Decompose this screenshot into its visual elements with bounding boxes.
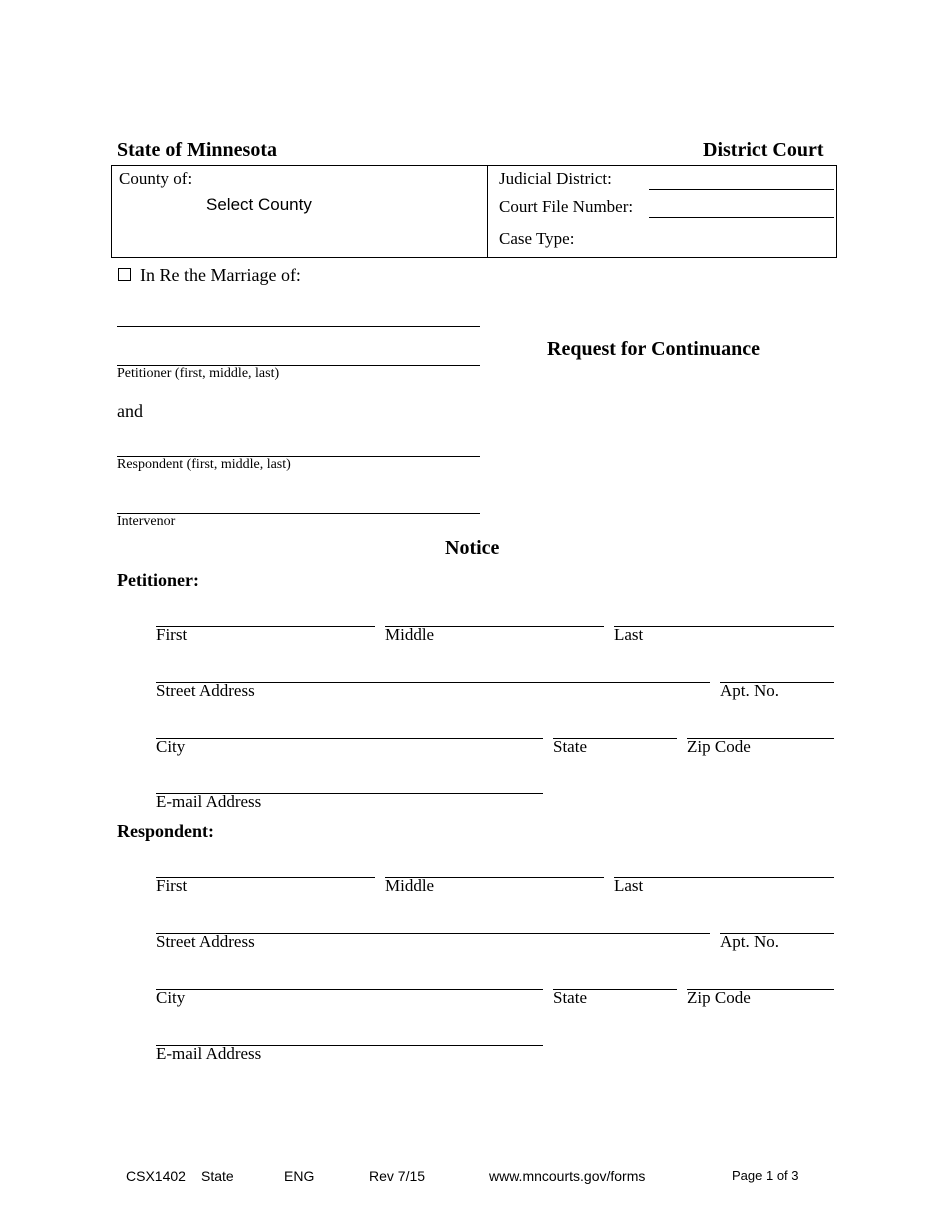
petitioner-last-label: Last: [614, 625, 644, 644]
petitioner-state-label: State: [553, 737, 587, 756]
petitioner-name-line-1[interactable]: [117, 326, 480, 327]
footer-page-number: Page 1 of 3: [732, 1168, 799, 1183]
petitioner-street-label: Street Address: [156, 681, 255, 700]
court-title: District Court: [703, 139, 824, 161]
header-divider: [487, 166, 488, 257]
document-title: Request for Continuance: [547, 338, 760, 360]
respondent-first-label: First: [156, 876, 188, 895]
respondent-state-field[interactable]: [553, 989, 677, 1011]
respondent-street-label: Street Address: [156, 932, 255, 951]
petitioner-apt-label: Apt. No.: [720, 681, 780, 700]
footer-url[interactable]: www.mncourts.gov/forms: [489, 1168, 646, 1184]
state-title: State of Minnesota: [117, 139, 277, 161]
respondent-email-field[interactable]: [156, 1045, 543, 1067]
marriage-checkbox[interactable]: [118, 268, 131, 281]
respondent-caption: Respondent (first, middle, last): [117, 457, 291, 472]
respondent-state-label: State: [553, 988, 587, 1007]
petitioner-last-field[interactable]: [614, 626, 834, 648]
respondent-heading: Respondent:: [117, 821, 215, 841]
petitioner-zip-field[interactable]: [687, 738, 834, 760]
respondent-zip-label: Zip Code: [687, 988, 751, 1007]
petitioner-city-field[interactable]: [156, 738, 543, 760]
county-label: County of:: [119, 169, 193, 188]
footer-language: ENG: [284, 1168, 315, 1184]
petitioner-heading: Petitioner:: [117, 570, 199, 590]
judicial-district-label: Judicial District:: [499, 169, 612, 188]
county-select[interactable]: Select County: [206, 195, 312, 214]
court-file-number-field[interactable]: [649, 217, 834, 218]
petitioner-zip-label: Zip Code: [687, 737, 751, 756]
petitioner-email-label: E-mail Address: [156, 792, 262, 811]
respondent-email-label: E-mail Address: [156, 1044, 262, 1063]
petitioner-first-label: First: [156, 625, 188, 644]
respondent-last-field[interactable]: [614, 877, 834, 899]
petitioner-middle-field[interactable]: [385, 626, 604, 648]
respondent-city-label: City: [156, 988, 186, 1007]
notice-heading: Notice: [445, 537, 500, 559]
petitioner-apt-field[interactable]: [720, 682, 834, 704]
petitioner-middle-label: Middle: [385, 625, 435, 644]
marriage-checkbox-label: In Re the Marriage of:: [140, 265, 301, 285]
footer-jurisdiction: State: [201, 1168, 234, 1184]
respondent-first-field[interactable]: [156, 877, 375, 899]
respondent-apt-label: Apt. No.: [720, 932, 780, 951]
court-file-number-label: Court File Number:: [499, 197, 634, 216]
petitioner-first-field[interactable]: [156, 626, 375, 648]
respondent-apt-field[interactable]: [720, 933, 834, 955]
petitioner-state-field[interactable]: [553, 738, 677, 760]
case-type-label: Case Type:: [499, 229, 575, 248]
respondent-city-field[interactable]: [156, 989, 543, 1011]
respondent-middle-field[interactable]: [385, 877, 604, 899]
footer-revision: Rev 7/15: [369, 1168, 426, 1184]
petitioner-street-field[interactable]: [156, 682, 710, 704]
petitioner-city-label: City: [156, 737, 186, 756]
respondent-zip-field[interactable]: [687, 989, 834, 1011]
judicial-district-field[interactable]: [649, 189, 834, 190]
petitioner-caption: Petitioner (first, middle, last): [117, 366, 280, 381]
petitioner-email-field[interactable]: [156, 793, 543, 815]
respondent-middle-label: Middle: [385, 876, 435, 895]
and-text: and: [117, 401, 143, 421]
intervenor-caption: Intervenor: [117, 514, 176, 529]
respondent-street-field[interactable]: [156, 933, 710, 955]
footer-form-id: CSX1402: [126, 1168, 186, 1184]
respondent-last-label: Last: [614, 876, 644, 895]
caption-header-box: [111, 165, 837, 258]
